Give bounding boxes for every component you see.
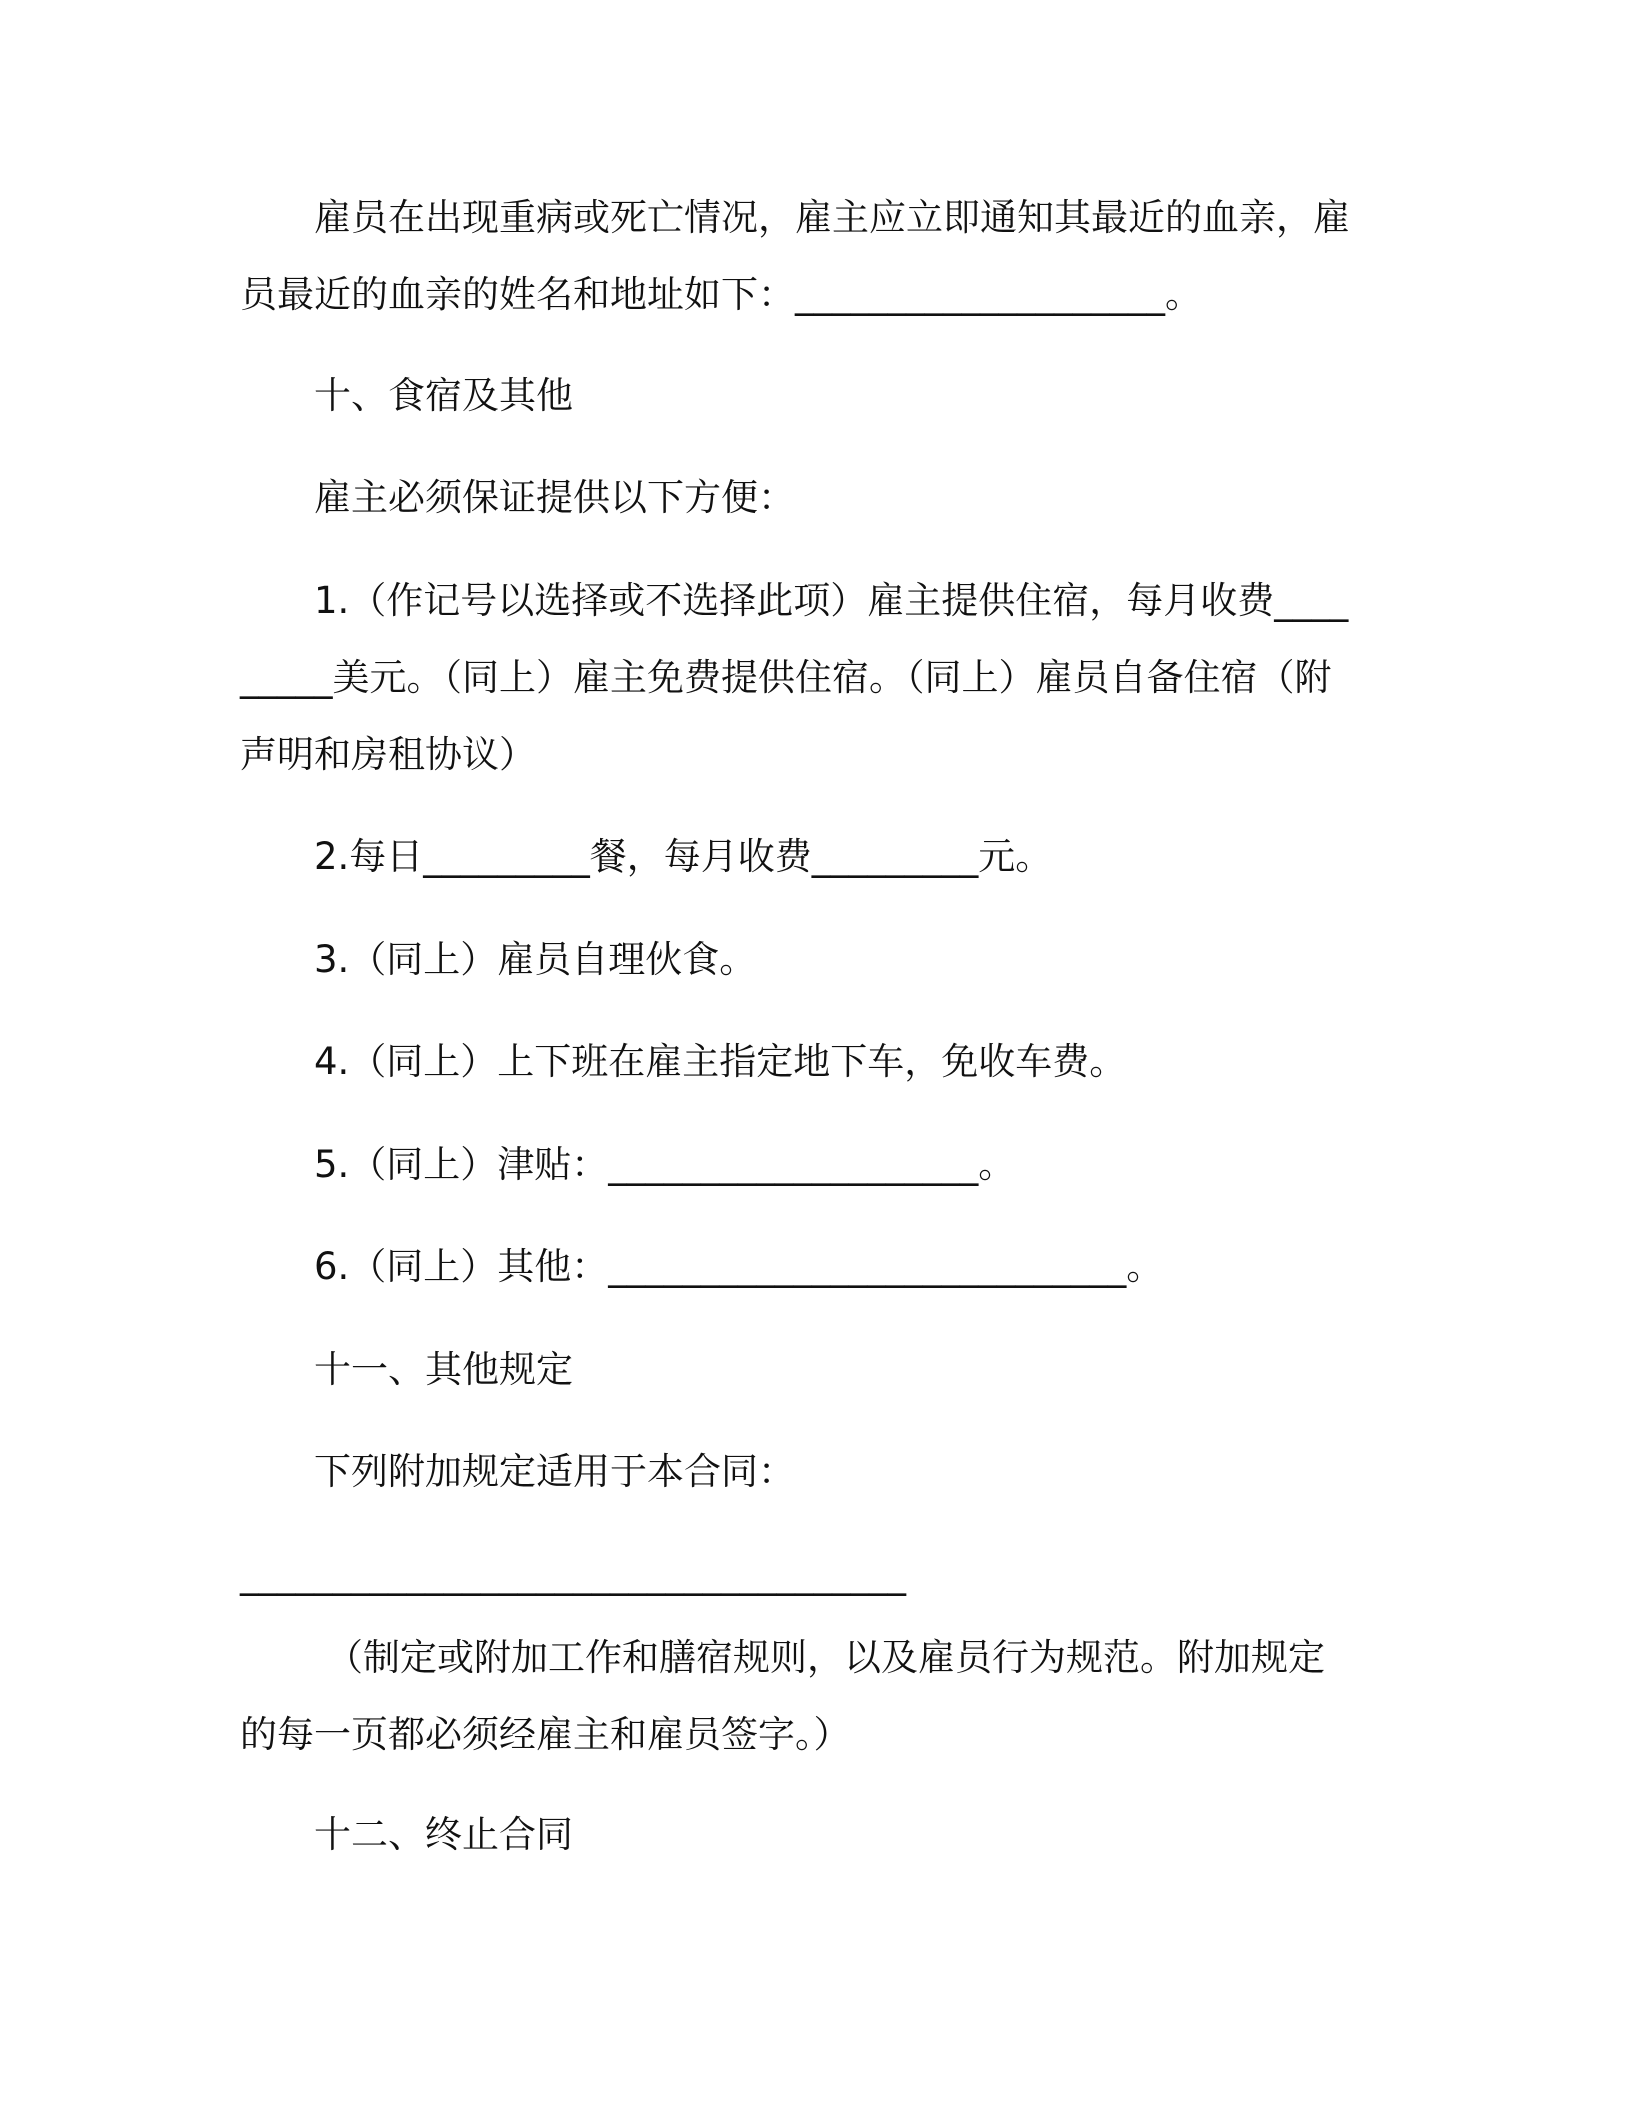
paragraph-rules-note: （制定或附加工作和膳宿规则，以及雇员行为规范。附加规定的每一页都必须经雇主和雇员签字。）: [240, 1636, 1325, 1756]
paragraph-employer-provides: 雇主必须保证提供以下方便：: [314, 476, 795, 519]
section-heading-12: 十二、终止合同: [314, 1813, 573, 1856]
list-item-3-self-meals: 3.（同上）雇员自理伙食。: [314, 938, 757, 981]
list-item-4-transport: 4.（同上）上下班在雇主指定地下车，免收车费。: [314, 1040, 1127, 1083]
list-item-6-other: 6.（同上）其他：____________________________。: [314, 1245, 1164, 1288]
list-item-5-allowance: 5.（同上）津贴：____________________。: [314, 1143, 1016, 1186]
blank-line: ____________________________________: [240, 1553, 906, 1596]
list-item-1-lodging: 1.（作记号以选择或不选择此项）雇主提供住宿，每月收费_________美元。（同上）雇主免费提供住宿。（同上）雇员自备住宿（附声明和房租协议）: [240, 579, 1349, 776]
paragraph-additional-rules: 下列附加规定适用于本合同：: [314, 1450, 795, 1493]
paragraph-next-of-kin: 雇员在出现重病或死亡情况，雇主应立即通知其最近的血亲，雇员最近的血亲的姓名和地址如下：____________________。: [240, 196, 1350, 316]
section-heading-10: 十、食宿及其他: [314, 374, 573, 417]
section-heading-11: 十一、其他规定: [314, 1348, 573, 1391]
list-item-2-meals: 2.每日_________餐，每月收费_________元。: [314, 835, 1053, 878]
